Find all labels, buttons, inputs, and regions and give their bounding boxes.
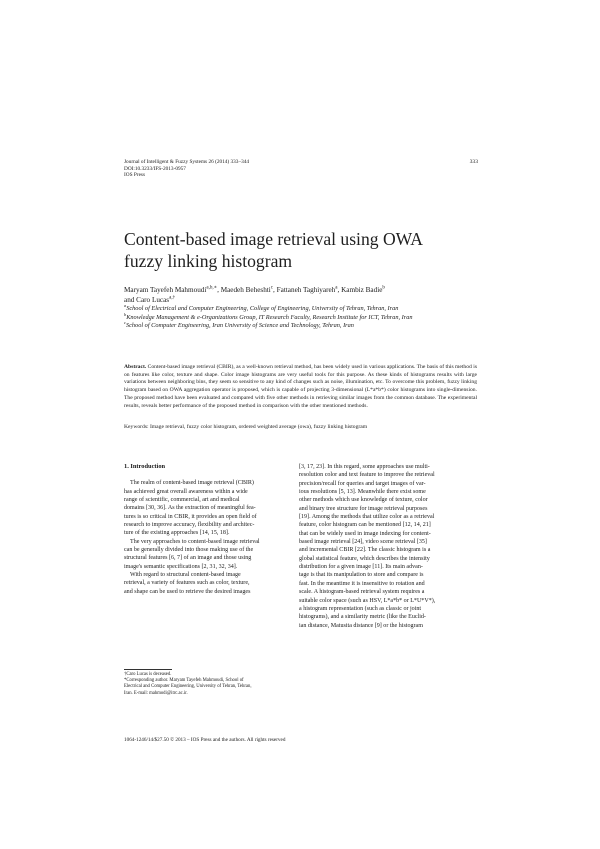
- body-line: and shape can be used to retrieve the desired images: [124, 588, 251, 595]
- journal-name: Journal of Intelligent & Fuzzy Systems 26 (2014) 333–344: [124, 159, 250, 165]
- author-name: , Fattaneh Taghiyareh: [273, 286, 336, 294]
- journal-publisher: IOS Press: [124, 172, 146, 179]
- body-line: tage is that its manipulation to store and compare is: [299, 572, 424, 579]
- body-line: ture of the existing approaches [14, 15, 18].: [124, 530, 230, 537]
- author-affil-mark: a,†: [169, 295, 176, 301]
- body-line: retrieval, a variety of features such as color, texture,: [124, 580, 250, 587]
- body-line: other methods which use knowledge of texture, color: [299, 497, 428, 504]
- body-line: domains [30, 36]. As the extraction of meaningful fea-: [124, 505, 256, 512]
- author-name: and Caro Lucas: [124, 296, 170, 304]
- title-line-2: fuzzy linking histogram: [124, 251, 293, 271]
- body-line: and binary tree structure for image retrieval purposes: [299, 505, 428, 512]
- journal-doi: DOI:10.3233/IFS-2013-0957: [124, 165, 186, 172]
- body-line: The realm of content-based image retrieval (CBIR): [130, 480, 254, 487]
- abstract-text: Content-based image retrieval (CBIR), as a well-known retrieval method, has been widely used in various applications. The basis of this method is on features like color, texture and shape. Color image histograms are very useful tools for this purpose. As these kinds of histograms results with large variations between neighboring bins, they seem so sensitive to any kind of changes such as noise, illumination, etc. To overcome this problem, fuzzy linking histogram based on OWA aggregation operator is proposed, which is capable of projecting 3-dimensional (L*a*b*) color histograms into single-dimension. The proposed method have been evaluated and compared with five other methods in retrieving similar images from the common database. The experimental results, reveals better performance of the proposed method in comparison with the other mentioned methods.: [124, 364, 477, 409]
- affiliation: [124, 319, 484, 331]
- body-line: [19]. Among the methods that utilize color as a retrieval: [299, 514, 435, 521]
- page-number: 333: [469, 159, 478, 165]
- body-line: resolution color and text feature to improve the retrieval: [299, 472, 435, 479]
- body-line: suitable color space (such as HSV, L*a*b* or L*U*V*),: [299, 597, 436, 604]
- body-line: a histogram representation (such as classic or joint: [299, 605, 422, 612]
- affiliation-mark: a: [124, 302, 127, 308]
- body-line: With regard to structural content-based image: [130, 572, 241, 579]
- body-line: ious resolutions [5, 13]. Meanwhile there exist some: [299, 489, 426, 496]
- affiliation-text: Knowledge Management & e-Organizations Group, IT Research Faculty, Research Institute for ICT, Tehran, Iran: [126, 313, 413, 321]
- author-affil-mark: a,b,∗: [206, 285, 218, 291]
- footnote: *Corresponding author. Maryam Tayefeh Mahmoudi, School of: [124, 678, 244, 684]
- body-line: ian distance, Matusita distance [9] or the histogram: [299, 622, 423, 629]
- body-line: global statistical feature, which describes the intensity: [299, 555, 430, 562]
- body-line: can be generally divided into those making use of the: [124, 547, 254, 554]
- title-line-1: Content-based image retrieval using OWA: [124, 229, 424, 249]
- body-line: precision/recall for queries and target images of var-: [299, 480, 426, 487]
- author-affil-mark: b: [382, 285, 385, 291]
- authors-line-2: [124, 295, 484, 305]
- body-line: The very approaches to content-based image retrieval: [130, 538, 260, 545]
- footnote: Electrical and Computer Engineering, University of Tehran, Tehran,: [124, 684, 252, 690]
- body-line: fast. In the meantime it is insensitive to rotation and: [299, 580, 425, 587]
- body-line: has achieved great overall awareness within a wide: [124, 488, 248, 495]
- affiliation-text: School of Electrical and Computer Engineering, College of Engineering, University of Tehran, Tehran, Iran: [126, 305, 399, 312]
- footnotes: [124, 672, 294, 697]
- journal-info: [124, 159, 249, 179]
- right-column: [299, 463, 455, 630]
- body-line: scale. A histogram-based retrieval system requires a: [299, 589, 425, 596]
- affiliation-mark: b: [124, 311, 127, 317]
- body-line: feature, color histogram can be mentioned [12, 14, 21]: [299, 522, 431, 529]
- body-line: based image retrieval [24], video scene retrieval [35]: [299, 539, 427, 546]
- body-line: range of scientific, commercial, art and medical: [124, 497, 240, 504]
- author-name: , Maedeh Beheshti: [217, 286, 271, 294]
- affiliation: [124, 311, 484, 323]
- body-line: histograms), and a similarity metric (like the Euclid-: [299, 614, 426, 621]
- body-line: and incremental CBIR [22]. The classic histogram is a: [299, 547, 431, 554]
- author-list: [124, 285, 484, 305]
- footnote: †Caro Lucas is deceased.: [124, 672, 172, 677]
- section-heading: 1. Introduction: [124, 463, 166, 470]
- body-line: image's semantic specifications [2, 31, 32, 34].: [124, 563, 238, 570]
- abstract: [124, 364, 477, 410]
- copyright-notice: 1064-1246/14/$27.50 © 2013 – IOS Press and the authors. All rights reserved: [124, 737, 286, 743]
- footnote: Iran. E-mail: mahmodi@itrc.ac.ir.: [124, 690, 188, 696]
- author-affil-mark: a: [335, 285, 338, 291]
- author-name: , Kambiz Badie: [337, 286, 383, 294]
- footnote-divider: [124, 669, 172, 670]
- body-line: that can be widely used in image indexing for content-: [299, 530, 431, 537]
- body-line: distribution for a given image [11]. Its main advan-: [299, 564, 423, 571]
- author-name: Maryam Tayefeh Mahmoudi: [124, 286, 207, 294]
- body-line: structural features [6, 7] of an image and those using: [124, 555, 252, 562]
- affiliation-mark: c: [124, 319, 126, 325]
- left-column: [124, 463, 280, 596]
- keywords: Keywords: Image retrieval, fuzzy color histogram, ordered weighted average (owa), fuzzy linking histogram: [124, 424, 368, 430]
- abstract-label: Abstract.: [124, 364, 147, 370]
- body-line: research to improve accuracy, flexibility and architec-: [124, 522, 255, 529]
- body-line: [3, 17, 23]. In this regard, some approaches use multi-: [299, 464, 430, 470]
- body-line: tures is so critical in CBIR, it provides an open field of: [124, 513, 257, 520]
- author-affil-mark: c: [270, 285, 274, 291]
- authors-line-1: [124, 285, 484, 295]
- paper-title: [124, 228, 484, 272]
- affiliation-text: School of Computer Engineering, Iran University of Science and Technology, Tehran, Iran: [125, 322, 354, 329]
- affiliations: [124, 302, 484, 331]
